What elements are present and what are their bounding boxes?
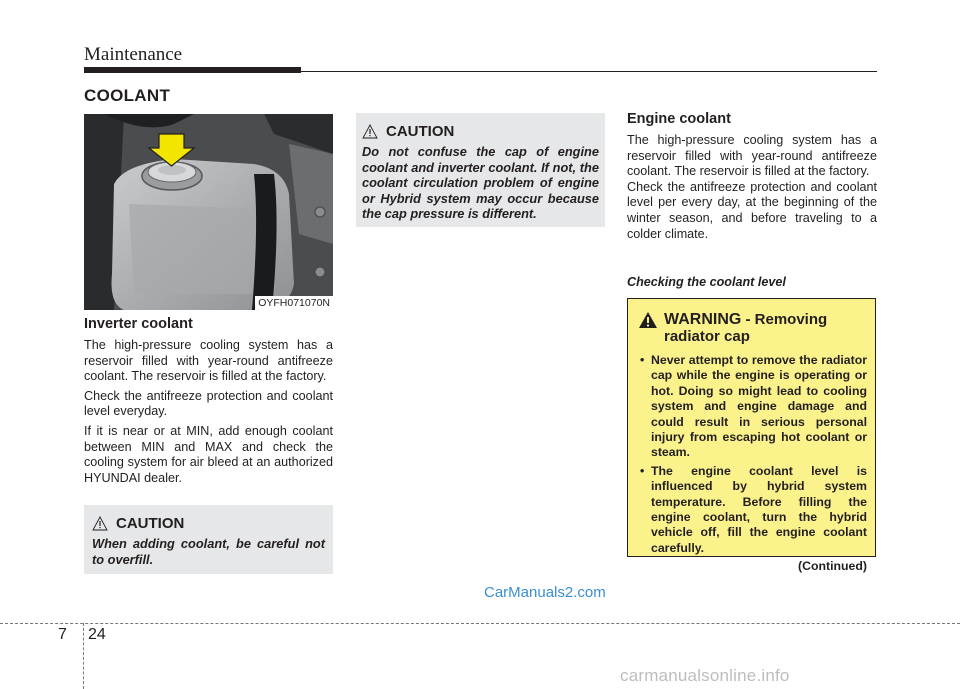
warning-title [664, 311, 867, 345]
warning-list [638, 353, 867, 556]
engine-bay-photo [84, 114, 333, 310]
checking-coolant-heading: Checking the coolant level [627, 275, 786, 289]
engine-paragraph: The high-pressure cooling system has a reservoir filled with year-round antifreeze coolant. The reservoir is filled at the factory. [627, 133, 877, 179]
running-head: Maintenance [84, 44, 183, 65]
warning-box [627, 298, 876, 574]
warning-title-prefix: WARNING [664, 311, 742, 328]
inverter-paragraph: The high-pressure cooling system has a reservoir filled with year-round antifreeze coolant. The reservoir is filled at the factory. [84, 338, 333, 384]
page-number: 24 [88, 626, 106, 643]
warning-item: • Never attempt to remove the radiator cap while the engine is operating or hot. Doing so might lead to cooling system and engine damage and could result in serious personal injury from escaping hot coolant or steam. [638, 353, 867, 461]
caution-header [92, 515, 325, 532]
warning-item: • The engine coolant level is influenced by hybrid system temperature. Before filling the engine coolant, turn the hybrid vehicle off, fill the engine coolant carefully. [638, 464, 867, 556]
section-title: COOLANT [84, 86, 171, 105]
header-rule-thick [84, 67, 301, 73]
header-rule-thin [301, 71, 877, 73]
inverter-paragraph: If it is near or at MIN, add enough coolant between MIN and MAX and check the cooling system for air bleed at an authorized HYUNDAI dealer. [84, 423, 333, 485]
caution-box-cap [356, 113, 605, 227]
caution-title: CAUTION [386, 123, 455, 140]
footer-divider [83, 623, 84, 689]
caution-box-overfill [84, 505, 333, 574]
inverter-coolant-heading: Inverter coolant [84, 316, 193, 332]
warning-title-rest: - Removing radiator cap [664, 311, 828, 345]
caution-triangle-icon [92, 516, 108, 531]
caution-title: CAUTION [116, 515, 185, 532]
engine-coolant-heading: Engine coolant [627, 111, 731, 127]
warning-header [638, 311, 867, 345]
footer-site-watermark: carmanualsonline.info [620, 666, 790, 685]
continued-label: (Continued) [798, 559, 867, 574]
inverter-coolant-section [84, 316, 333, 486]
watermark-link[interactable]: CarManuals2.com [484, 584, 606, 601]
image-code-label: OYFH071070N [255, 296, 333, 310]
caution-header [362, 123, 599, 140]
caution-text: When adding coolant, be careful not to overfill. [92, 536, 325, 567]
caution-triangle-icon [362, 124, 378, 139]
footer-rule [0, 623, 960, 624]
engine-coolant-section [627, 111, 877, 242]
chapter-number: 7 [58, 626, 67, 643]
caution-text: Do not confuse the cap of engine coolant and inverter coolant. If not, the coolant circulation problem of engine or Hybrid system may occur because the cap pressure is different. [362, 144, 599, 222]
engine-paragraph: Check the antifreeze protection and coolant level per every day, at the beginning of the winter season, and before traveling to a colder climate. [627, 179, 877, 241]
engine-bay-illustration [84, 114, 333, 310]
inverter-paragraph: Check the antifreeze protection and coolant level everyday. [84, 388, 333, 419]
warning-triangle-icon [638, 311, 658, 329]
